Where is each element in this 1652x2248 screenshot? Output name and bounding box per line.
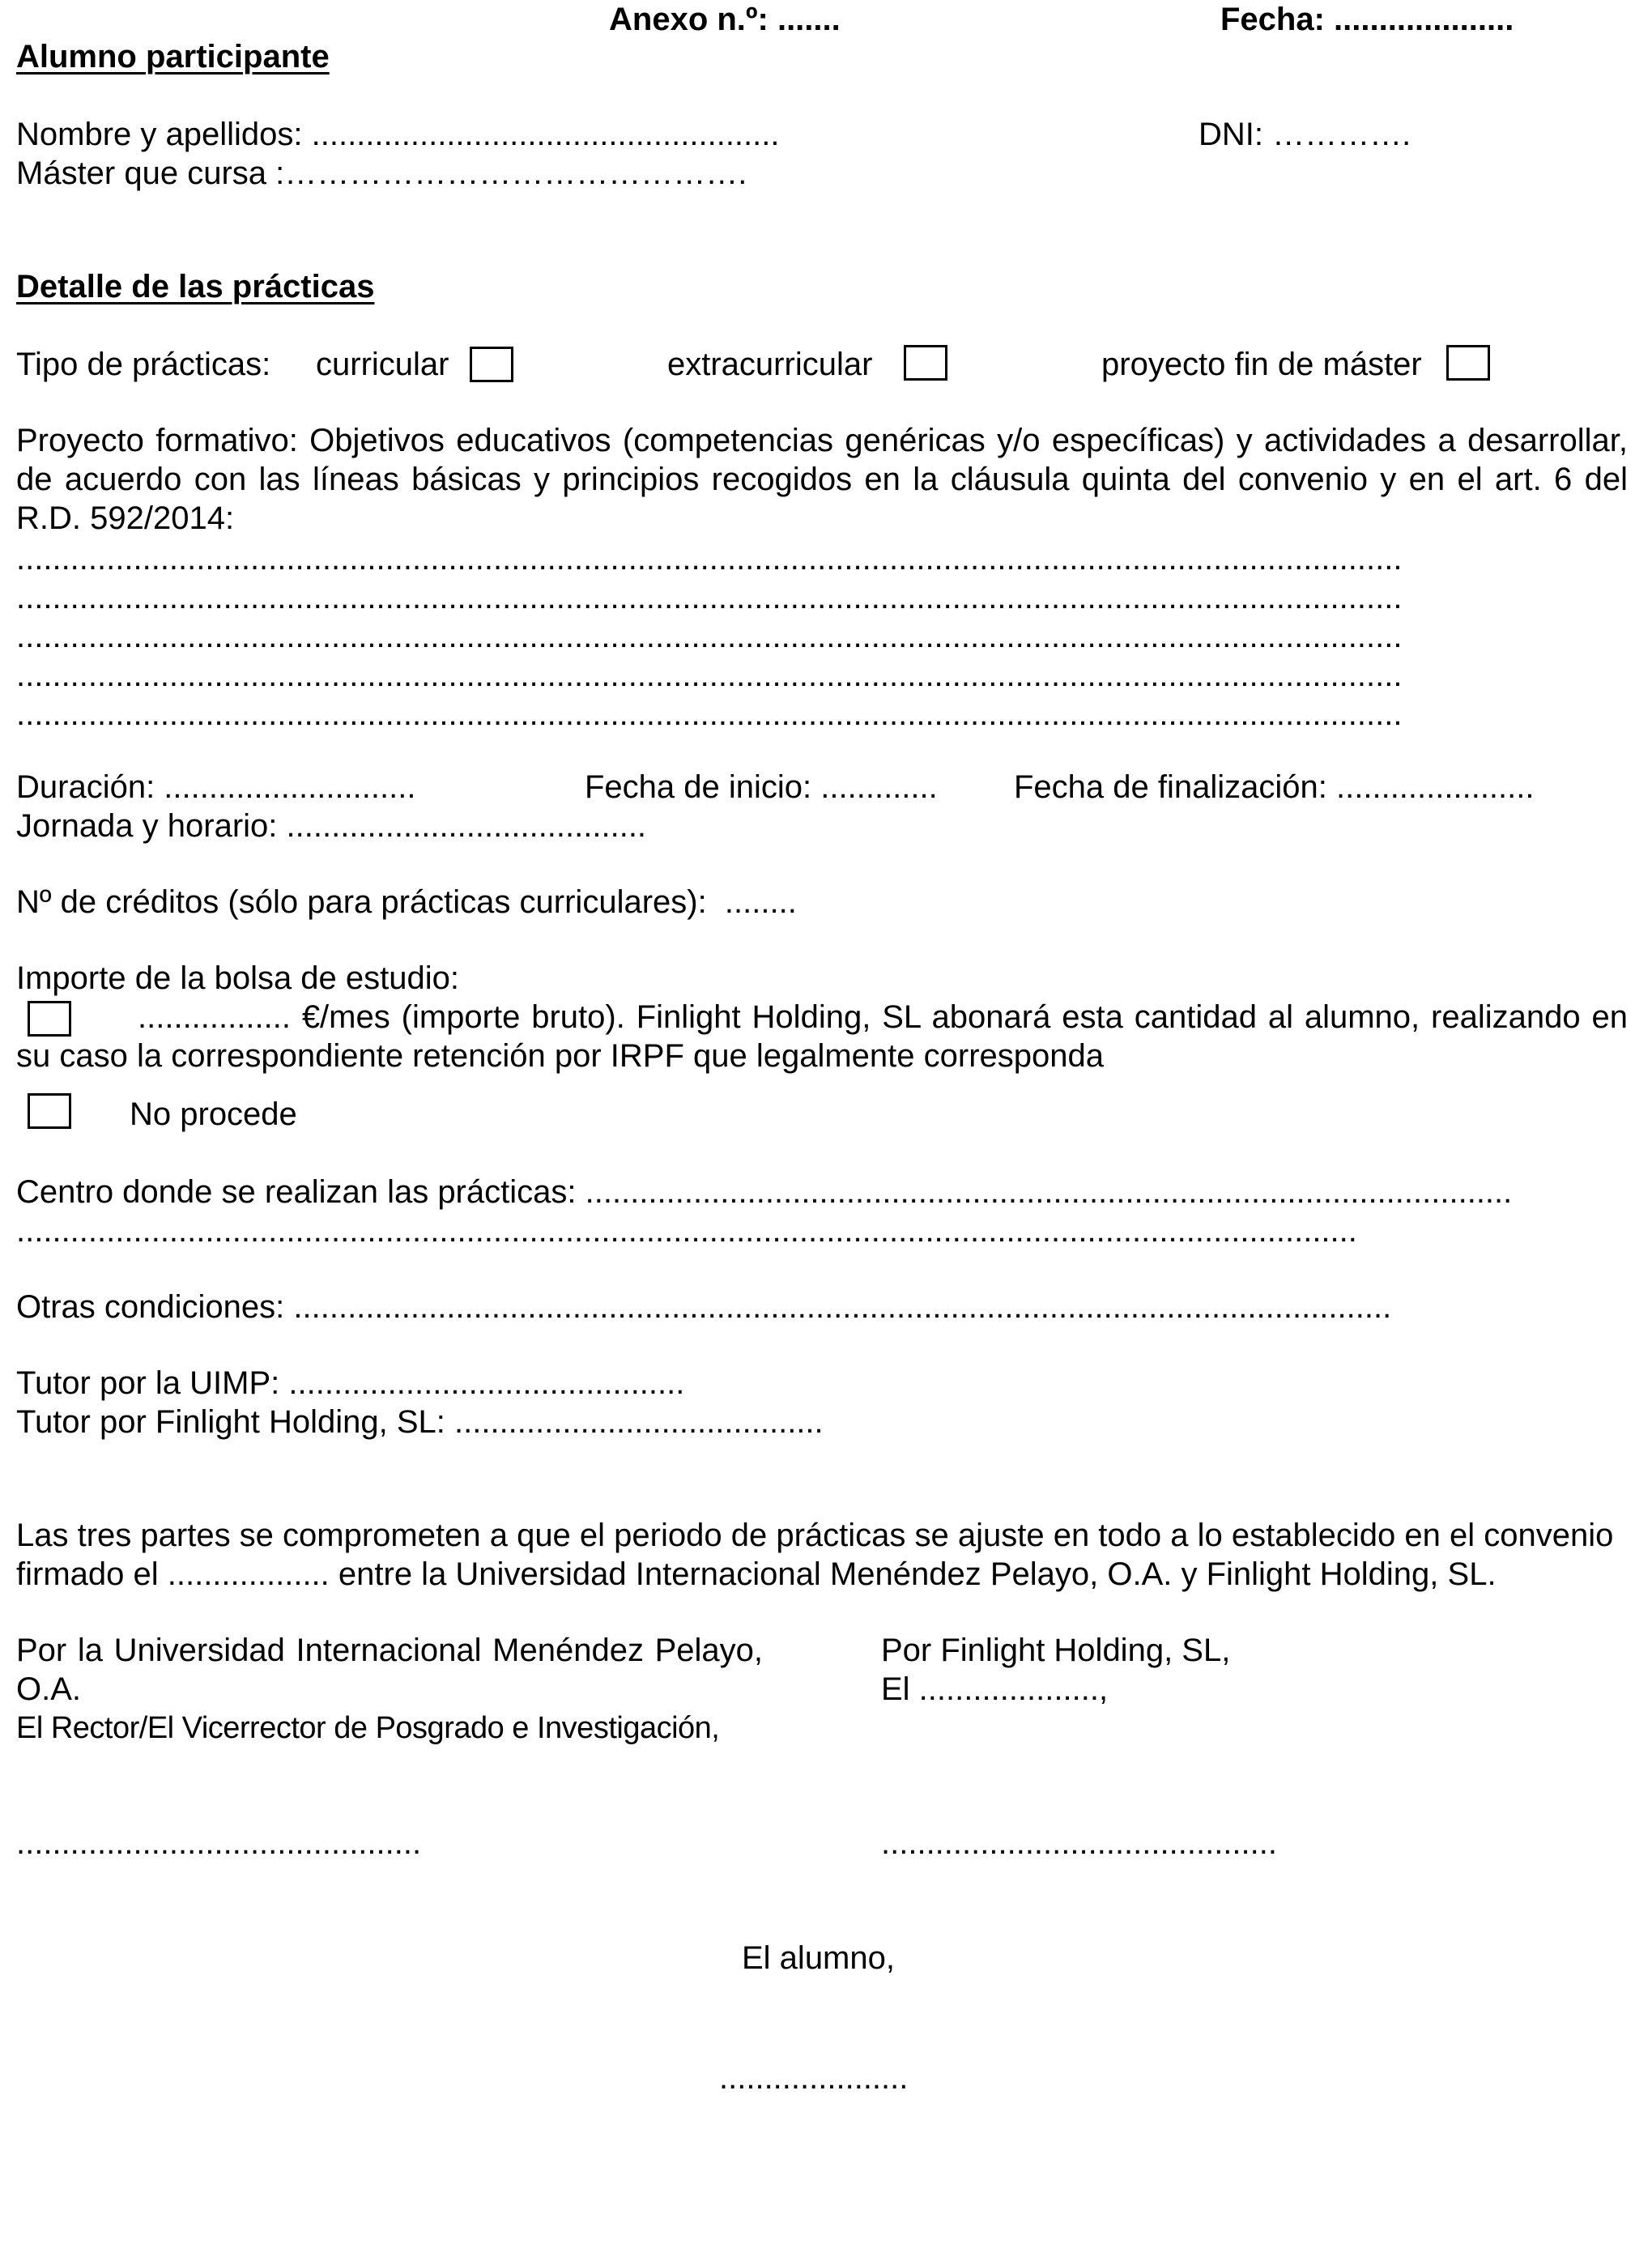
dotted-line-3: .......................................................................................................................................................... bbox=[16, 619, 1403, 654]
compromiso-text: Las tres partes se comprometen a que el periodo de prácticas se ajuste en todo a lo establecido en el convenio firmado el .................. entre la Universidad Internacional Menéndez Pelayo, O.A. y Finlight Holding, SL. bbox=[16, 1518, 1614, 1592]
nombre-field: Nombre y apellidos: .................................................... bbox=[16, 117, 780, 152]
tipo-label: Tipo de prácticas: bbox=[16, 347, 271, 382]
jornada-field: Jornada y horario: ........................................ bbox=[16, 808, 647, 844]
option-curricular-label: curricular bbox=[316, 347, 449, 382]
no-procede-checkbox[interactable] bbox=[28, 1093, 71, 1129]
dotted-line-4: .......................................................................................................................................................... bbox=[16, 658, 1403, 693]
firma-empresa-signature-line: ............................................ bbox=[881, 1825, 1277, 1861]
dotted-line-5: .......................................................................................................................................................... bbox=[16, 696, 1403, 732]
importe-label: Importe de la bolsa de estudio: bbox=[16, 960, 460, 996]
fecha-field: Fecha: .................... bbox=[1220, 2, 1514, 37]
detalle-heading: Detalle de las prácticas bbox=[16, 269, 375, 304]
importe-text: ................. €/mes (importe bruto). Finlight Holding, SL abonará esta cantidad al alumno, realizando en su caso la correspondiente retención por IRPF que legalmente corresponda bbox=[16, 999, 1628, 1074]
proyecto-formativo-text: Proyecto formativo: Objetivos educativos (competencias genéricas y/o específicas) y actividades a desarrollar, de acuerdo con las líneas básicas y principios recogidos en la cláusula quinta del convenio y en el art. 6 del R.D. 592/2014: bbox=[16, 423, 1628, 536]
fecha-fin-field: Fecha de finalización: ...................... bbox=[1014, 769, 1535, 805]
firma-alumno-signature-line: ..................... bbox=[719, 2060, 909, 2096]
master-field: Máster que cursa :……………………………………. bbox=[16, 155, 747, 191]
centro-line-2: ..................................................................................................................................................... bbox=[16, 1213, 1357, 1249]
tutor-uimp-field: Tutor por la UIMP: ............................................ bbox=[16, 1365, 685, 1401]
curricular-checkbox[interactable] bbox=[470, 347, 513, 382]
no-procede-label: No procede bbox=[130, 1096, 297, 1132]
proyecto-checkbox[interactable] bbox=[1446, 345, 1490, 381]
firma-alumno-label: El alumno, bbox=[742, 1940, 895, 1976]
extracurricular-checkbox[interactable] bbox=[904, 345, 947, 381]
otras-condiciones-field: Otras condiciones: .......................................................................................................................... bbox=[16, 1289, 1392, 1325]
firma-empresa-fecha: El ...................., bbox=[881, 1671, 1109, 1707]
dotted-line-2: .......................................................................................................................................................... bbox=[16, 580, 1403, 615]
centro-field: Centro donde se realizan las prácticas: ....................................................................................................... bbox=[16, 1174, 1513, 1210]
tutor-empresa-field: Tutor por Finlight Holding, SL: ......................................... bbox=[16, 1404, 824, 1440]
firma-uimp-signature-line: ............................................. bbox=[16, 1825, 422, 1861]
firma-uimp-cargo: El Rector/El Vicerrector de Posgrado e Investigación, bbox=[16, 1711, 720, 1745]
dni-field: DNI: …………. bbox=[1199, 117, 1411, 152]
option-proyecto-label: proyecto fin de máster bbox=[1101, 347, 1422, 382]
anexo-number: Anexo n.º: ....... bbox=[609, 2, 841, 37]
fecha-inicio-field: Fecha de inicio: ............. bbox=[585, 769, 938, 805]
firma-uimp-entity: Por la Universidad Internacional Menéndez Pelayo, O.A. bbox=[16, 1633, 763, 1707]
duracion-field: Duración: ............................ bbox=[16, 769, 416, 805]
firma-empresa-entity: Por Finlight Holding, SL, bbox=[881, 1633, 1231, 1668]
option-extracurricular-label: extracurricular bbox=[667, 347, 873, 382]
dotted-line-1: .......................................................................................................................................................... bbox=[16, 541, 1403, 577]
alumno-heading: Alumno participante bbox=[16, 39, 330, 75]
creditos-field: Nº de créditos (sólo para prácticas curriculares): ........ bbox=[16, 884, 797, 920]
